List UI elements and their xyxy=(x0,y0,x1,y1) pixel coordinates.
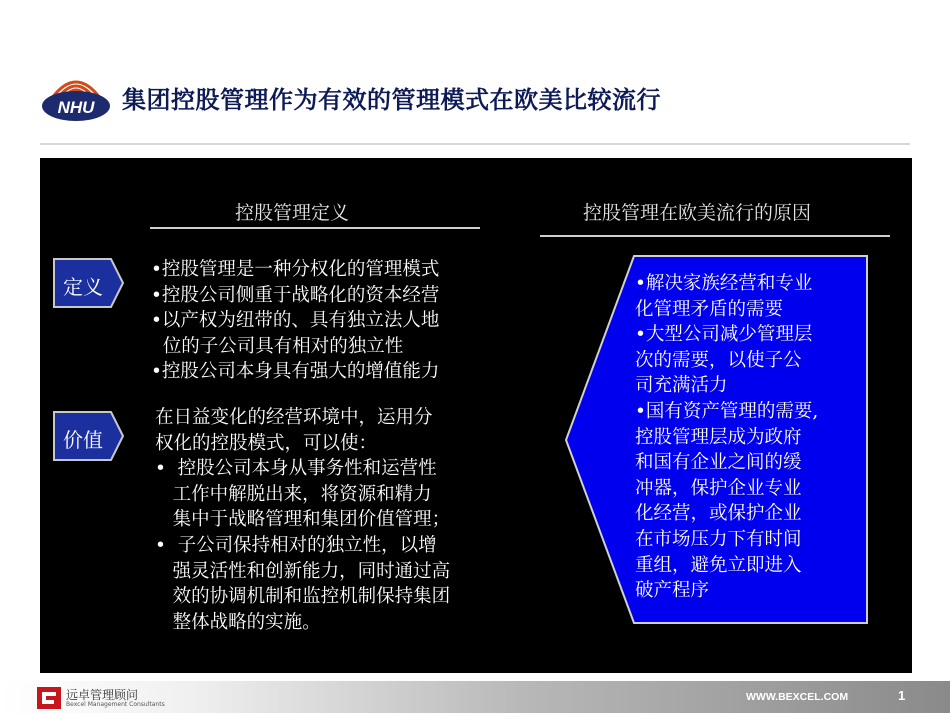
value-line: 整体战略的实施。 xyxy=(155,611,321,633)
definition-line: •控股管理是一种分权化的管理模式 xyxy=(151,259,440,280)
website-url[interactable]: WWW.BEXCEL.COM xyxy=(746,691,849,703)
reason-line: 化管理矛盾的需要 xyxy=(635,298,784,320)
value-label: 价值 xyxy=(63,428,103,452)
definition-line: •控股公司本身具有强大的增值能力 xyxy=(151,361,440,383)
left-column-heading: 控股管理定义 xyxy=(235,202,350,224)
reason-line: 在市场压力下有时间 xyxy=(635,528,802,550)
right-column-heading: 控股管理在欧美流行的原因 xyxy=(583,202,812,224)
reason-line: 和国有企业之间的缓 xyxy=(635,452,802,474)
reason-line: 重组，避免立即进入 xyxy=(635,554,802,576)
brand-name: 远卓管理顾问 xyxy=(66,688,139,702)
content-panel xyxy=(40,158,912,673)
value-line: • 子公司保持相对的独立性，以增 xyxy=(155,534,437,556)
definition-label: 定义 xyxy=(63,275,103,299)
definition-line: •控股公司侧重于战略化的资本经营 xyxy=(151,284,440,306)
page-number: 1 xyxy=(898,688,906,703)
reason-line: 控股管理层成为政府 xyxy=(635,426,802,448)
reason-line: 化经营，或保护企业 xyxy=(635,503,802,525)
reason-line: •国有资产管理的需要, xyxy=(635,400,819,422)
value-line: 在日益变化的经营环境中，运用分 xyxy=(155,407,433,428)
value-line: 集中于战略管理和集团价值管理； xyxy=(155,509,451,531)
logo-text: NHU xyxy=(57,98,95,117)
slide-title: 集团控股管理作为有效的管理模式在欧美比较流行 xyxy=(122,85,661,114)
company-logo xyxy=(40,72,112,124)
definition-line: 位的子公司具有相对的独立性 xyxy=(151,335,404,357)
reason-line: •解决家族经营和专业 xyxy=(635,273,813,294)
value-line: 工作中解脱出来，将资源和精力 xyxy=(155,483,432,505)
value-line: 强灵活性和创新能力，同时通过高 xyxy=(155,560,451,582)
value-line: 权化的控股模式，可以使： xyxy=(155,432,378,454)
value-line: 效的协调机制和监控机制保持集团 xyxy=(155,586,451,608)
brand-subtitle: Bexcel Management Consultants xyxy=(66,701,165,708)
value-line: • 控股公司本身从事务性和运营性 xyxy=(155,458,437,480)
reason-line: 破产程序 xyxy=(635,580,710,602)
reason-line: 司充满活力 xyxy=(635,375,728,397)
title-divider xyxy=(40,143,910,145)
reason-line: •大型公司减少管理层 xyxy=(635,324,813,346)
reason-line: 冲器，保护企业专业 xyxy=(635,477,802,499)
reason-line: 次的需要，以使子公 xyxy=(635,349,802,371)
reasons-list xyxy=(635,271,818,604)
definition-line: •以产权为纽带的、具有独立法人地 xyxy=(151,310,440,332)
